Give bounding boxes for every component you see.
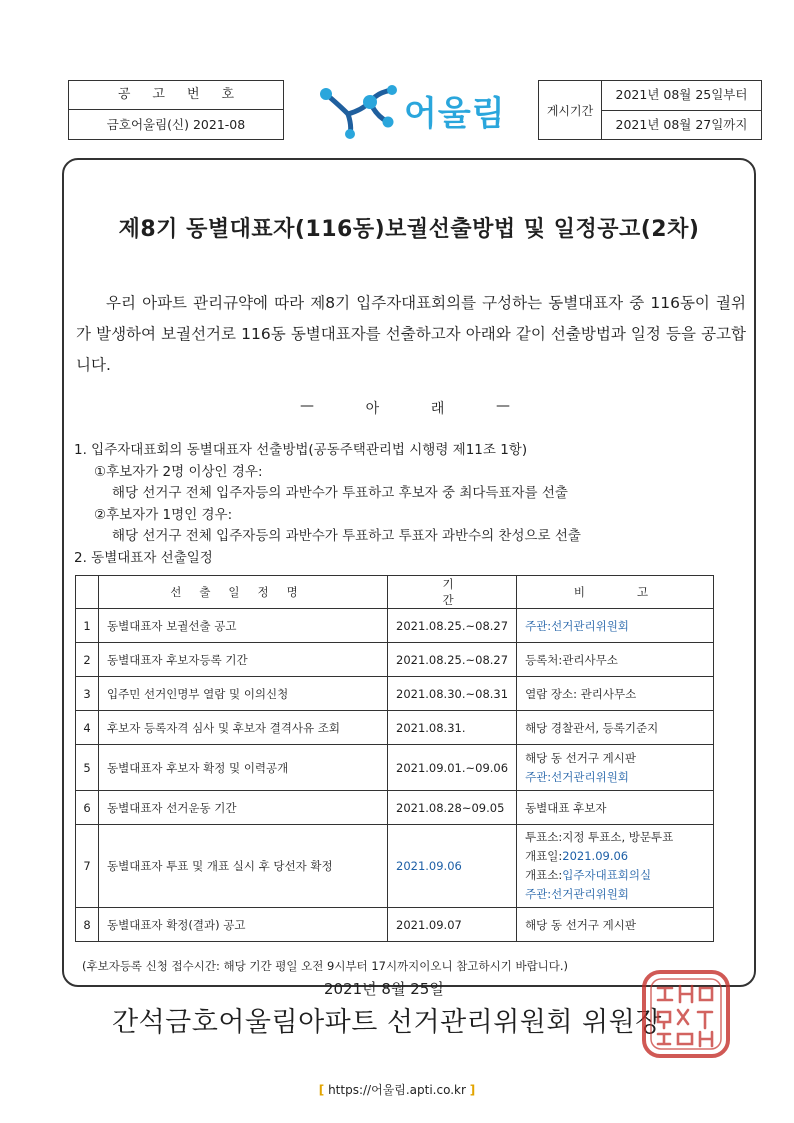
separator-word-1: 아 <box>365 401 380 417</box>
schedule-name: 입주민 선거인명부 열람 및 이의신청 <box>99 677 388 711</box>
schedule-remarks <box>517 711 714 745</box>
separator-word-2: 래 <box>430 401 445 417</box>
website-url[interactable]: https://어울림.apti.co.kr <box>328 1083 466 1097</box>
table-row <box>76 609 714 643</box>
schedule-name: 동별대표자 투표 및 개표 실시 후 당선자 확정 <box>99 825 388 908</box>
table-row <box>76 908 714 942</box>
schedule-name: 동별대표자 보궐선출 공고 <box>99 609 388 643</box>
official-seal-icon <box>640 968 732 1060</box>
remark-line <box>525 686 705 702</box>
schedule-period: 2021.08.30.~08.31 <box>388 677 517 711</box>
remark-value: 주관:선거관리위원회 <box>525 769 629 784</box>
intro-paragraph <box>76 288 746 381</box>
schedule-remarks <box>517 609 714 643</box>
schedule-name: 동별대표자 후보자 확정 및 이력공개 <box>99 745 388 791</box>
case-2-body: 해당 선거구 전체 입주자등의 과반수가 투표하고 투표자 과반수의 찬성으로 선출 <box>112 528 581 544</box>
remark-line <box>525 618 705 634</box>
case-1-body: 해당 선거구 전체 입주자등의 과반수가 투표하고 후보자 중 최다득표자를 선출 <box>112 485 568 501</box>
remark-line <box>525 749 705 768</box>
schedule-period: 2021.08.31. <box>388 711 517 745</box>
notice-number: 금호어울림(신) 2021-08 <box>106 117 246 132</box>
row-number: 2 <box>76 643 99 677</box>
row-number: 7 <box>76 825 99 908</box>
remark-label: 열람 장소: 관리사무소 <box>525 686 637 701</box>
intro-text: 우리 아파트 관리규약에 따라 제8기 입주자대표회의를 구성하는 동별대표자 중 116동이 궐위가 발생하여 보궐선거로 116동 동별대표자를 선출하고자 아래와 같이 선출방법과 일정 등을 공고합니다. <box>76 294 746 374</box>
remark-line <box>525 847 705 866</box>
remark-label: 등록처:관리사무소 <box>525 652 618 667</box>
remark-label: 투표소:지정 투표소, 방문투표 <box>525 830 674 844</box>
schedule-period: 2021.08.25.~08.27 <box>388 643 517 677</box>
table-row <box>76 745 714 791</box>
separator <box>300 398 510 418</box>
schedule-remarks <box>517 908 714 942</box>
remark-line <box>525 828 705 847</box>
remark-line <box>525 800 705 816</box>
signer: 간석금호어울림아파트 선거관리위원회 위원장 <box>112 1007 662 1038</box>
schedule-name: 동별대표자 후보자등록 기간 <box>99 643 388 677</box>
row-number: 5 <box>76 745 99 791</box>
method-list <box>74 440 754 569</box>
remark-line <box>525 652 705 668</box>
molecule-logo-icon <box>318 80 402 140</box>
remark-label: 해당 동 선거구 게시판 <box>525 750 637 765</box>
schedule-period: 2021.09.07 <box>388 908 517 942</box>
remark-value: 입주자대표회의실 <box>562 868 652 882</box>
url-bracket-left: [ <box>318 1083 325 1097</box>
table-row <box>76 677 714 711</box>
schedule-table <box>75 575 714 942</box>
url-bracket-right: ] <box>469 1083 476 1097</box>
posting-start: 2021년 08월 25일부터 <box>602 81 761 111</box>
item-2: 2. 동별대표자 선출일정 <box>74 549 213 566</box>
row-number: 6 <box>76 791 99 825</box>
separator-dash-right: — <box>495 398 510 414</box>
remark-label: 동별대표 후보자 <box>525 800 607 815</box>
remark-label: 해당 경찰관서, 등록기준지 <box>525 720 659 735</box>
header-no <box>76 576 99 609</box>
header-name: 선출일정명 <box>99 576 388 609</box>
schedule-remarks <box>517 745 714 791</box>
notice-number-label: 공고번호 <box>69 81 283 110</box>
remark-label: 개표일: <box>525 849 563 863</box>
logo-text: 어울림 <box>404 94 506 134</box>
table-row <box>76 825 714 908</box>
table-header-row <box>76 576 714 609</box>
schedule-period: 2021.09.06 <box>388 825 517 908</box>
schedule-period: 2021.09.01.~09.06 <box>388 745 517 791</box>
notice-number-box <box>68 80 284 140</box>
notice-title: 제8기 동별대표자(116동)보궐선출방법 및 일정공고(2차) <box>118 217 700 242</box>
schedule-name: 동별대표자 확정(결과) 공고 <box>99 908 388 942</box>
row-number: 4 <box>76 711 99 745</box>
schedule-name: 후보자 등록자격 심사 및 후보자 결격사유 조회 <box>99 711 388 745</box>
remark-value: 주관:선거관리위원회 <box>525 618 629 633</box>
schedule-remarks <box>517 791 714 825</box>
remark-label: 개표소: <box>525 868 563 882</box>
remark-value: 2021.09.06 <box>562 849 629 863</box>
posting-end: 2021년 08월 27일까지 <box>615 116 748 132</box>
posting-period-box <box>538 80 762 140</box>
row-number: 8 <box>76 908 99 942</box>
notice-date: 2021년 8월 25일 <box>324 980 444 998</box>
remark-line <box>525 885 705 904</box>
item-1: 1. 입주자대표회의 동별대표자 선출방법(공동주택관리법 시행령 제11조 1항) <box>74 442 528 458</box>
remark-line <box>525 720 705 736</box>
row-number: 3 <box>76 677 99 711</box>
remark-label: 해당 동 선거구 게시판 <box>525 917 637 932</box>
apartment-logo <box>318 80 528 140</box>
posting-period-label: 게시기간 <box>539 81 602 139</box>
separator-dash-left: — <box>300 398 314 414</box>
case-2-title: ②후보자가 1명인 경우: <box>94 506 233 523</box>
schedule-remarks <box>517 677 714 711</box>
remark-value: 주관:선거관리위원회 <box>525 887 629 901</box>
schedule-period: 2021.08.28~09.05 <box>388 791 517 825</box>
table-row <box>76 643 714 677</box>
schedule-name: 동별대표자 선거운동 기간 <box>99 791 388 825</box>
schedule-remarks <box>517 643 714 677</box>
schedule-period: 2021.08.25.~08.27 <box>388 609 517 643</box>
table-row <box>76 791 714 825</box>
registration-note: (후보자등록 신청 접수시간: 해당 기간 평일 오전 9시부터 17시까지이오니 참고하시기 바랍니다.) <box>82 959 569 973</box>
table-row <box>76 711 714 745</box>
remark-line <box>525 917 705 933</box>
remark-line <box>525 768 705 787</box>
case-1-title: ①후보자가 2명 이상인 경우: <box>94 463 263 480</box>
remark-line <box>525 866 705 885</box>
header-period: 기간 <box>388 576 517 609</box>
header-remarks: 비고 <box>517 576 714 609</box>
schedule-remarks <box>517 825 714 908</box>
row-number: 1 <box>76 609 99 643</box>
website-footer <box>0 1081 794 1098</box>
